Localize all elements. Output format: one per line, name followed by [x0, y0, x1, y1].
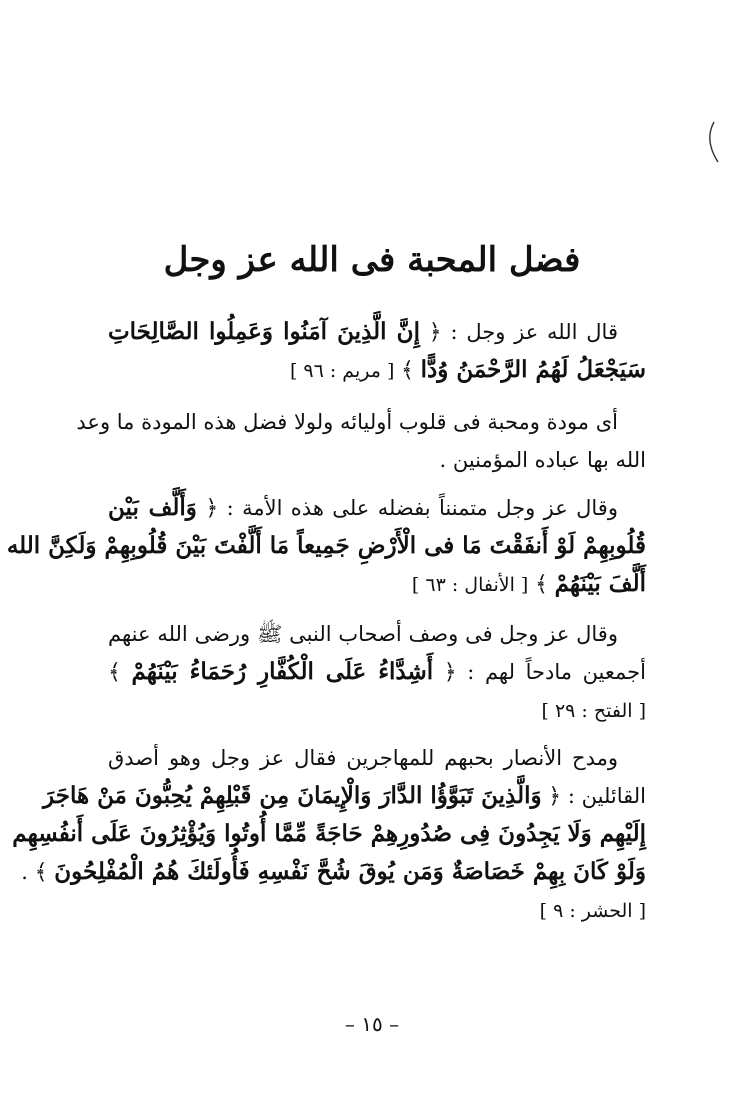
- verse-reference: [ الفتح : ٢٩ ]: [541, 700, 646, 722]
- quran-verse: وَأَلَّف بَيْن: [108, 494, 197, 521]
- page-title: فضل المحبة فى الله عز وجل: [163, 240, 581, 280]
- quran-verse: أَلَّفَ بَيْنَهُمْ: [554, 570, 646, 597]
- quran-verse: إِلَيْهِم وَلَا يَجِدُونَ فِى صُدُورِهِمْ حَاجَةً مِّمَّا أُوتُوا وَيُؤْثِرُونَ عَلَى أَنفُسِهِم: [12, 820, 646, 847]
- page-number: – ١٥ –: [344, 1012, 400, 1036]
- paragraph-3-line-2: [6, 528, 646, 564]
- quran-verse: إِنَّ الَّذِينَ آمَنُوا وَعَمِلُوا الصَّالِحَاتِ: [108, 318, 420, 345]
- intro-text: القائلين :: [567, 784, 646, 808]
- paragraph-3-line-3: [108, 566, 646, 603]
- paragraph-1-line-2: [108, 352, 646, 389]
- paragraph-3-line-1: [108, 490, 646, 527]
- paragraph-5-line-3: [12, 816, 646, 852]
- paragraph-2-line-1: أى مودة ومحبة فى قلوب أوليائه ولولا فضل هذه المودة ما وعد: [76, 410, 618, 434]
- quran-verse: أَشِدَّاءُ عَلَى الْكُفَّارِ رُحَمَاءُ بَيْنَهُمْ: [131, 658, 434, 685]
- close-bracket: ﴾: [108, 660, 121, 685]
- paragraph-5-line-1: ومدح الأنصار بحبهم للمهاجرين فقال عز وجل وهو أصدق: [108, 746, 618, 770]
- page-edge-mark: [700, 118, 740, 166]
- intro-text: قال الله عز وجل :: [450, 320, 618, 344]
- paragraph-4-line-3: [108, 692, 646, 729]
- open-bracket: ﴿: [428, 320, 442, 345]
- open-bracket: ﴿: [443, 660, 457, 685]
- paragraph-4-line-1: وقال عز وجل فى وصف أصحاب النبى ﷺ ورضى الله عنهم: [108, 622, 618, 646]
- close-bracket: ﴾: [34, 860, 48, 885]
- verse-reference: [ مريم : ٩٦ ]: [289, 360, 395, 382]
- quran-verse: قُلُوبِهِمْ لَوْ أَنفَقْتَ مَا فى الْأَرْضِ جَمِيعاً مَا أَلَّفْتَ بَيْنَ قُلُوبِهِمْ وَلَكِنَّ الله: [6, 532, 646, 559]
- end-mark: .: [21, 860, 28, 884]
- paragraph-4-line-2: [108, 654, 646, 691]
- open-bracket: ﴿: [548, 784, 562, 809]
- verse-reference: [ الأنفال : ٦٣ ]: [411, 574, 529, 596]
- paragraph-1-line-1: [108, 314, 646, 351]
- paragraph-2-line-2: الله بها عباده المؤمنين .: [439, 448, 646, 472]
- quran-verse: سَيَجْعَلُ لَهُمُ الرَّحْمَنُ وُدًّا: [420, 356, 646, 383]
- close-bracket: ﴾: [401, 358, 414, 383]
- quran-verse: وَالَّذِينَ تَبَوَّؤُا الدَّارَ وَالْإِيمَانَ مِن قَبْلِهِمْ يُحِبُّونَ مَنْ هَاجَرَ: [43, 782, 542, 809]
- paragraph-5-line-5: [108, 892, 646, 929]
- close-bracket: ﴾: [535, 572, 548, 597]
- verse-reference: [ الحشر : ٩ ]: [539, 900, 646, 922]
- intro-text: أجمعين مادحاً لهم :: [467, 660, 646, 684]
- open-bracket: ﴿: [205, 496, 219, 521]
- quran-verse: وَلَوْ كَانَ بِهِمْ خَصَاصَةٌ وَمَن يُوقَ شُحَّ نَفْسِهِ فَأُولَئكَ هُمُ الْمُفْلِحُونَ: [54, 858, 646, 885]
- intro-text: وقال عز وجل متمنناً بفضله على هذه الأمة :: [226, 496, 618, 520]
- paragraph-5-line-4: [21, 854, 646, 891]
- paragraph-5-line-2: [43, 778, 646, 815]
